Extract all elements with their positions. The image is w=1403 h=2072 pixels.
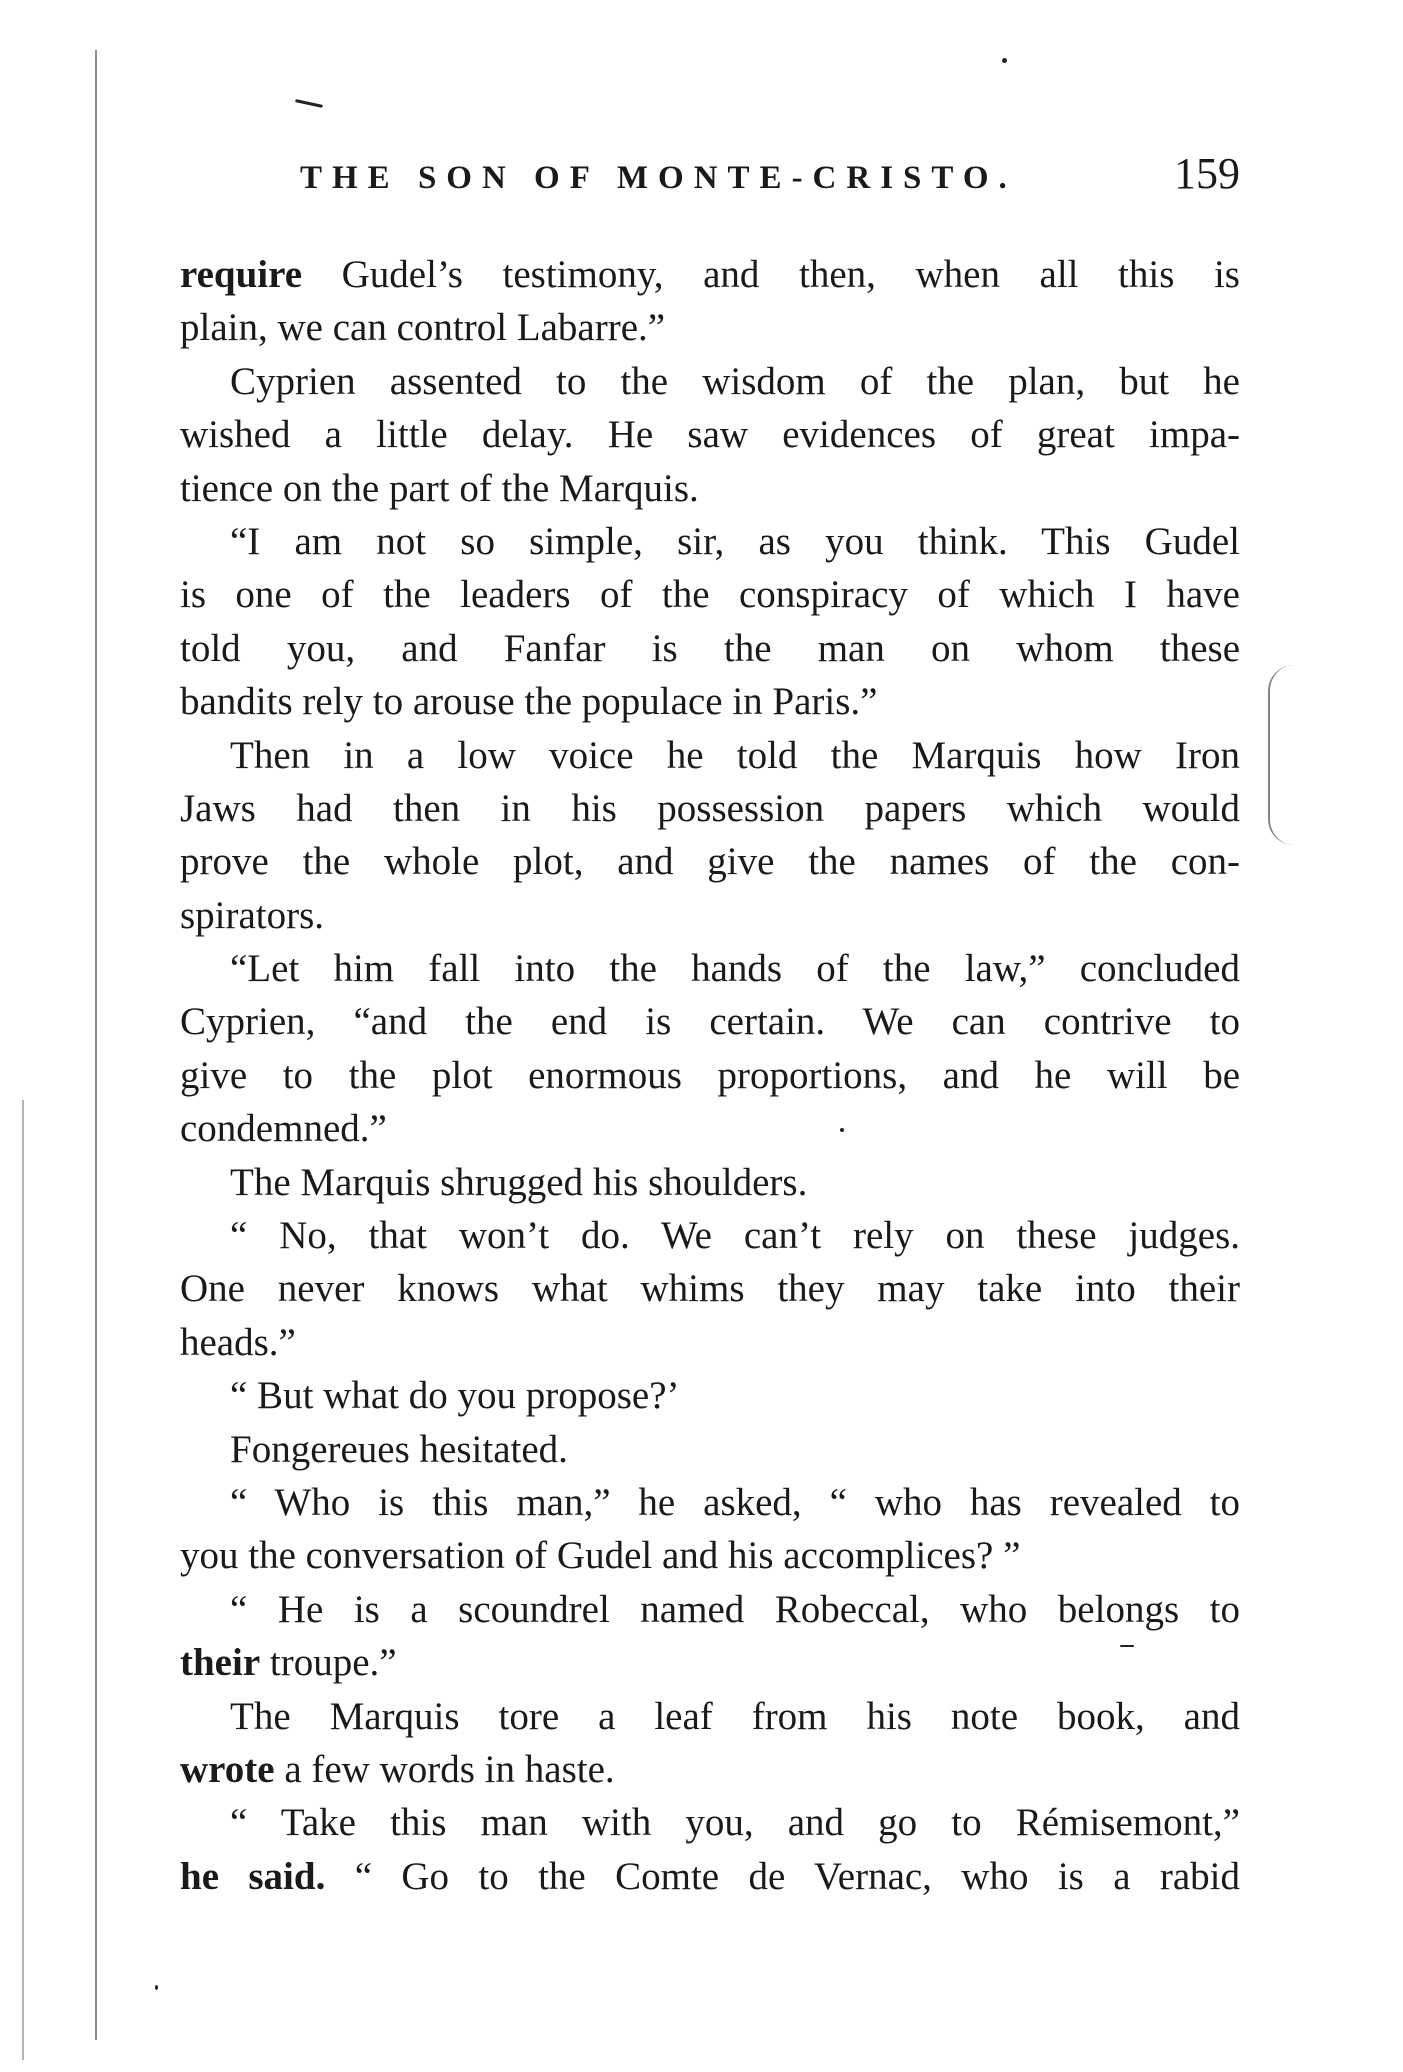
- text-line: condemned.”: [180, 1107, 387, 1151]
- text-line: “ But what do you propose?’: [230, 1374, 680, 1418]
- text-line: Cyprien, “and the end is certain. We can contrive to: [180, 1000, 1240, 1044]
- ink-speck: [1002, 58, 1007, 63]
- text-line: bandits rely to arouse the populace in Paris.”: [180, 680, 878, 724]
- text-line: plain, we can control Labarre.”: [180, 306, 666, 350]
- binding-edge-line: [95, 50, 97, 2040]
- text-line: he said. “ Go to the Comte de Vernac, who is a rabid: [180, 1854, 1241, 1898]
- text-line: their troupe.”: [180, 1641, 397, 1685]
- body-text: [180, 248, 1240, 1903]
- text-line: “ Take this man with you, and go to Rémisemont,”: [230, 1801, 1240, 1845]
- text-line: The Marquis tore a leaf from his note book, and: [230, 1694, 1240, 1738]
- text-line: “Let him fall into the hands of the law,” concluded: [230, 947, 1240, 991]
- text-line: Then in a low voice he told the Marquis how Iron: [230, 733, 1240, 777]
- text-line: “I am not so simple, sir, as you think. This Gudel: [230, 519, 1240, 563]
- text-line: The Marquis shrugged his shoulders.: [230, 1160, 808, 1204]
- text-line: One never knows what whims they may take into their: [180, 1267, 1240, 1311]
- text-line: heads.”: [180, 1320, 296, 1364]
- text-line: is one of the leaders of the conspiracy of which I have: [180, 573, 1240, 617]
- text-line: “ No, that won’t do. We can’t rely on these judges.: [230, 1214, 1240, 1258]
- text-line: prove the whole plot, and give the names of the con-: [180, 840, 1240, 884]
- text-line: “ He is a scoundrel named Robeccal, who belongs to: [230, 1587, 1240, 1631]
- text-line: require Gudel’s testimony, and then, when all this is: [180, 253, 1240, 296]
- text-line: tience on the part of the Marquis.: [180, 466, 699, 510]
- margin-pencil-mark: [1268, 665, 1294, 845]
- text-line: spirators.: [180, 893, 325, 937]
- ink-speck: [155, 1985, 158, 1990]
- text-line: Fongereues hesitated.: [230, 1427, 568, 1471]
- text-line: “ Who is this man,” he asked, “ who has revealed to: [230, 1480, 1240, 1524]
- text-line: wrote a few words in haste.: [180, 1747, 615, 1791]
- running-header: [300, 148, 1240, 208]
- page-number: 159: [1174, 149, 1240, 198]
- running-title: THE SON OF MONTE-CRISTO.: [300, 160, 1017, 196]
- text-line: Jaws had then in his possession papers which would: [180, 786, 1240, 830]
- text-line: you the conversation of Gudel and his accomplices? ”: [180, 1534, 1021, 1578]
- text-line: give to the plot enormous proportions, and he will be: [180, 1053, 1240, 1097]
- text-line: told you, and Fanfar is the man on whom these: [180, 626, 1240, 670]
- ink-speck: [295, 99, 323, 108]
- text-line: Cyprien assented to the wisdom of the plan, but he: [230, 359, 1240, 403]
- text-line: wished a little delay. He saw evidences of great impa-: [180, 413, 1240, 457]
- binding-edge-line-outer: [22, 1100, 24, 2060]
